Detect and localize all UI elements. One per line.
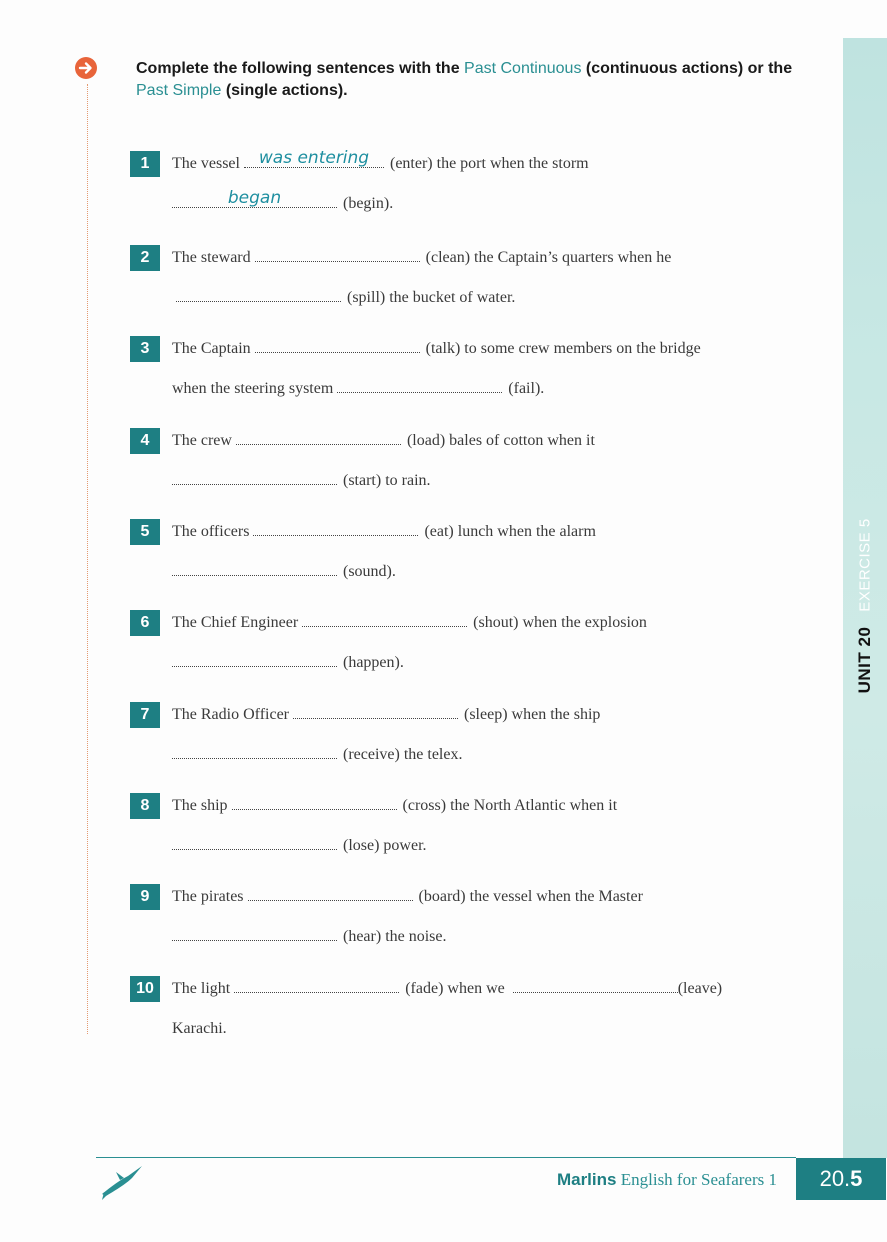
sentence-end: (happen). — [343, 654, 404, 671]
answer-blank[interactable] — [172, 835, 337, 850]
sentence-middle: (talk) to some crew members on the bridge — [425, 340, 701, 357]
sentence-start: The Captain — [172, 340, 251, 357]
sentence-start: The light — [172, 980, 231, 997]
item-line-1 — [172, 521, 596, 543]
item-line-1 — [172, 247, 671, 269]
handwritten-answer: was entering — [258, 148, 370, 168]
arrow-right-circle-icon — [74, 56, 98, 80]
sentence-end: (lose) power. — [343, 837, 427, 854]
item-line-2 — [172, 652, 404, 674]
item-line-1 — [172, 978, 722, 1000]
item-line-2 — [172, 378, 544, 400]
sentence-middle: (cross) the North Atlantic when it — [402, 797, 618, 814]
sentence-start: The pirates — [172, 888, 244, 905]
exercise-item-8 — [130, 793, 770, 877]
page-number-main: 20. — [819, 1166, 851, 1191]
instructions — [136, 58, 796, 102]
footer-divider — [96, 1157, 796, 1158]
exercise-item-5 — [130, 519, 770, 603]
sentence-start: The ship — [172, 797, 228, 814]
answer-blank[interactable] — [253, 521, 418, 536]
sentence-start: The officers — [172, 523, 250, 540]
item-line-2 — [172, 835, 427, 857]
answer-blank[interactable] — [255, 338, 420, 353]
item-number: 9 — [130, 884, 160, 910]
sentence-middle: (clean) the Captain’s quarters when he — [425, 249, 672, 266]
exercise-item-9 — [130, 884, 770, 968]
sentence-continuation: when the steering system — [172, 380, 334, 397]
answer-blank[interactable] — [172, 561, 337, 576]
marlin-fish-icon — [98, 1160, 146, 1200]
item-number: 10 — [130, 976, 160, 1002]
sentence-end: (start) to rain. — [343, 472, 431, 489]
side-unit-label: UNIT 20 — [855, 626, 874, 694]
sentence-middle: (load) bales of cotton when it — [406, 432, 595, 449]
sentence-start: The Radio Officer — [172, 706, 289, 723]
sentence-middle: (shout) when the explosion — [473, 614, 647, 631]
item-number: 4 — [130, 428, 160, 454]
item-line-1 — [172, 612, 647, 634]
sentence-end: (spill) the bucket of water. — [347, 289, 516, 306]
item-number: 3 — [130, 336, 160, 362]
answer-blank[interactable] — [172, 470, 337, 485]
sentence-end: (sound). — [343, 563, 396, 580]
exercise-item-2 — [130, 245, 770, 329]
item-line-2 — [172, 188, 394, 215]
footer-title — [557, 1170, 777, 1190]
sentence-start: The steward — [172, 249, 251, 266]
sentence-middle: (enter) the port when the storm — [389, 155, 589, 172]
item-line-2 — [172, 561, 396, 583]
instructions-text-3: (single actions). — [221, 82, 348, 99]
margin-dotted-line — [87, 84, 88, 1034]
item-number: 1 — [130, 151, 160, 177]
item-number: 5 — [130, 519, 160, 545]
item-line-2 — [172, 744, 462, 766]
answer-blank[interactable] — [293, 704, 458, 719]
item-line-2 — [172, 470, 431, 492]
answer-blank[interactable] — [248, 886, 413, 901]
item-line-2 — [172, 287, 515, 309]
item-number: 6 — [130, 610, 160, 636]
exercise-item-7 — [130, 702, 770, 786]
item-line-1 — [172, 795, 617, 817]
sentence-continuation: (leave) — [677, 980, 723, 997]
answer-blank[interactable] — [172, 744, 337, 759]
exercise-item-1 — [130, 148, 770, 235]
exercise-item-4 — [130, 428, 770, 512]
footer-book-title: English for Seafarers 1 — [616, 1170, 777, 1189]
answer-blank[interactable] — [255, 247, 420, 262]
side-exercise-label: EXERCISE 5 — [856, 518, 874, 612]
answer-blank[interactable] — [337, 378, 502, 393]
item-line-1 — [172, 886, 643, 908]
answer-blank[interactable] — [172, 652, 337, 667]
sentence-end: (begin). — [343, 195, 394, 212]
answer-blank[interactable] — [232, 795, 397, 810]
answer-blank[interactable] — [172, 926, 337, 941]
item-line-2 — [172, 1018, 227, 1040]
answer-blank[interactable] — [244, 148, 384, 168]
term-past-continuous: Past Continuous — [464, 60, 582, 77]
footer-brand: Marlins — [556, 1170, 617, 1189]
answer-blank[interactable] — [302, 612, 467, 627]
item-line-1 — [172, 430, 595, 452]
item-line-1 — [172, 704, 600, 726]
item-number: 8 — [130, 793, 160, 819]
sentence-middle: (fade) when we — [405, 980, 505, 997]
page-number-sub: 5 — [850, 1166, 863, 1191]
item-line-1 — [172, 148, 589, 175]
sentence-end: (receive) the telex. — [343, 746, 463, 763]
exercise-item-3 — [130, 336, 770, 420]
sentence-end: (fail). — [508, 380, 545, 397]
answer-blank[interactable] — [172, 188, 337, 208]
sentence-end: (hear) the noise. — [343, 928, 447, 945]
sentence-middle: (eat) lunch when the alarm — [424, 523, 596, 540]
item-number: 2 — [130, 245, 160, 271]
answer-blank[interactable] — [513, 978, 678, 993]
exercise-item-6 — [130, 610, 770, 694]
sentence-start: The crew — [172, 432, 232, 449]
instructions-text-1: Complete the following sentences with the — [136, 60, 465, 77]
page-number-box — [796, 1158, 886, 1200]
sentence-end: Karachi. — [172, 1020, 227, 1037]
answer-blank[interactable] — [236, 430, 401, 445]
sentence-start: The vessel — [172, 155, 240, 172]
item-number: 7 — [130, 702, 160, 728]
sentence-start: The Chief Engineer — [172, 614, 299, 631]
exercise-item-10 — [130, 976, 770, 1060]
instructions-text-2: (continuous actions) or the — [581, 60, 793, 77]
item-line-2 — [172, 926, 447, 948]
handwritten-answer: began — [227, 188, 282, 208]
item-line-1 — [172, 338, 701, 360]
term-past-simple: Past Simple — [136, 82, 222, 99]
answer-blank[interactable] — [176, 287, 341, 302]
sentence-middle: (board) the vessel when the Master — [418, 888, 643, 905]
answer-blank[interactable] — [234, 978, 399, 993]
sentence-middle: (sleep) when the ship — [464, 706, 601, 723]
